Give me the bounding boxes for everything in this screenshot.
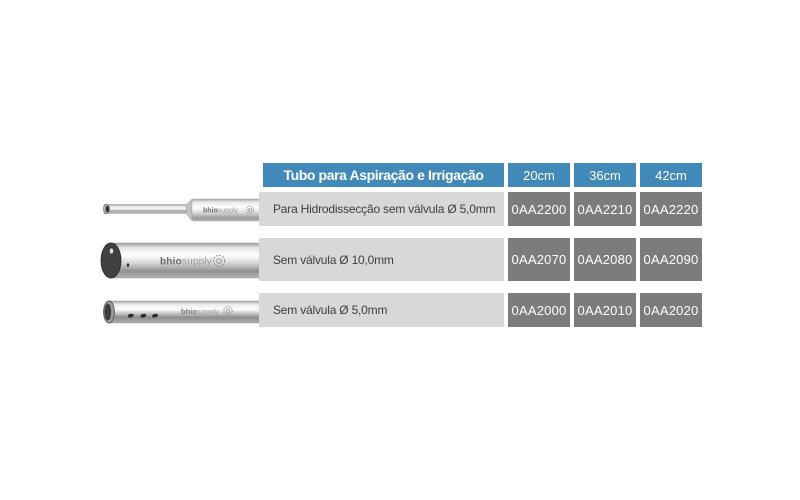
instrument-hydrodissection-5mm-image [98,192,270,228]
column-header-42cm: 42cm [640,163,702,187]
tube-end-opening [101,243,121,278]
code-cell-r2c3: 0AA2090 [640,238,702,281]
code-cell-r3c1: 0AA2000 [508,293,570,327]
code-cell-r2c1: 0AA2070 [508,238,570,281]
instrument-tube-10mm-image [98,238,270,284]
brand-logo: bhiosupply [203,207,239,215]
shaft-taper [186,199,192,221]
column-header-20cm: 20cm [508,163,570,187]
instrument-tube-5mm-image [98,297,270,329]
row-2-label: Sem válvula Ø 10,0mm [259,238,504,281]
brand-logo: bhiosupply [160,256,213,268]
row-3-label: Sem válvula Ø 5,0mm [259,293,504,327]
code-cell-r3c2: 0AA2010 [574,293,636,327]
end-highlight [110,248,114,253]
row-1-label: Para Hidrodissecção sem válvula Ø 5,0mm [259,192,504,226]
code-cell-r2c2: 0AA2080 [574,238,636,281]
column-header-36cm: 36cm [574,163,636,187]
tube-end-bore [104,304,111,321]
code-cell-r1c3: 0AA2220 [640,192,702,226]
code-cell-r3c3: 0AA2020 [640,293,702,327]
thin-tube-shaft [104,205,192,214]
side-hole [127,263,130,267]
brand-logo: bhiosupply [181,307,219,316]
table-title: Tubo para Aspiração e Irrigação [263,163,504,187]
code-cell-r1c2: 0AA2210 [574,192,636,226]
code-cell-r1c1: 0AA2200 [508,192,570,226]
tube-tip-bore [105,206,109,213]
